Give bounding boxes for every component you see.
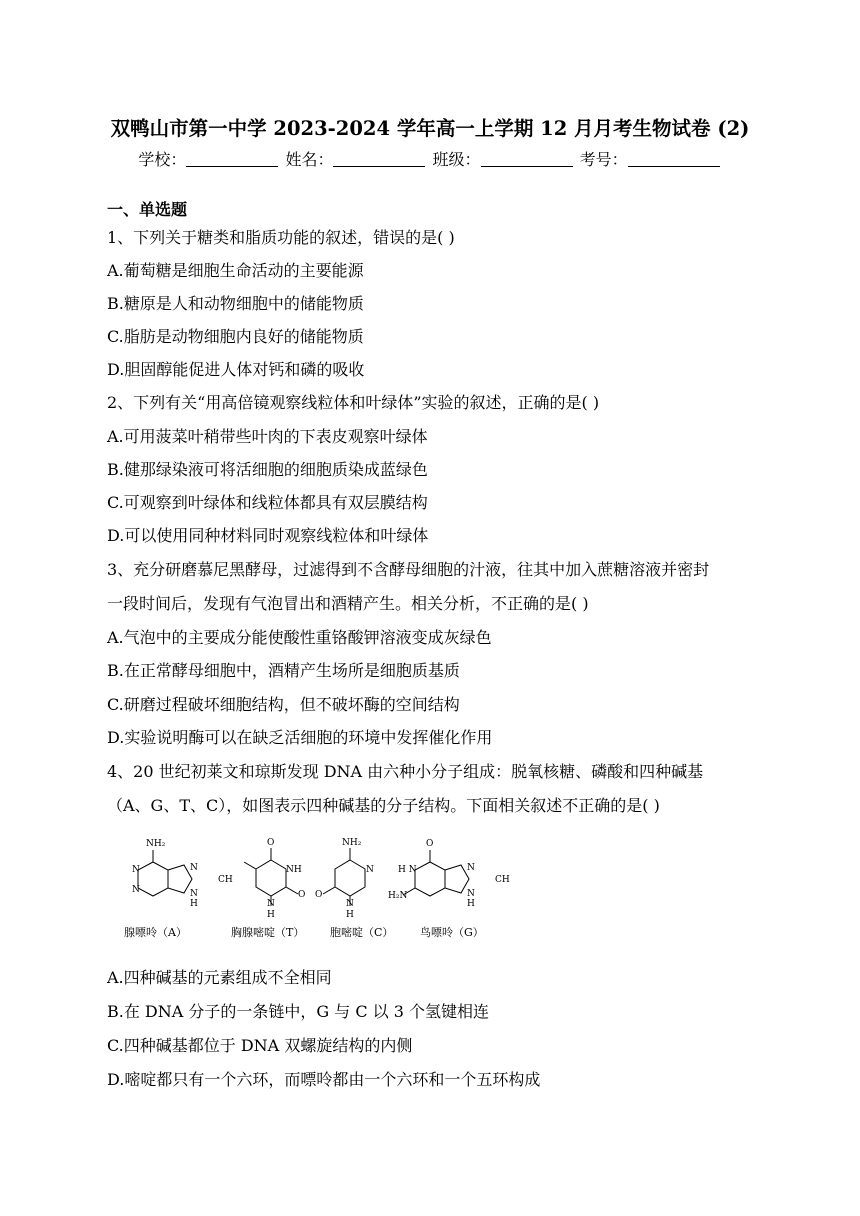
school-blank[interactable] xyxy=(186,151,278,167)
label-guanine: 鸟嘌呤（G） xyxy=(420,926,484,939)
exam-number-blank[interactable] xyxy=(628,151,720,167)
thymine-structure xyxy=(244,848,298,906)
guanine-h: H xyxy=(467,899,475,909)
exam-number-label: 考号： xyxy=(579,150,628,169)
guanine-h2n: H₂N xyxy=(388,891,408,901)
nucleobase-structures-figure xyxy=(118,834,518,946)
class-label: 班级： xyxy=(432,150,481,169)
cytosine-o: O xyxy=(315,890,323,900)
question-4-option-c: C.四种碱基都位于 DNA 双螺旋结构的内侧 xyxy=(107,1036,413,1055)
class-blank[interactable] xyxy=(481,151,573,167)
cytosine-n: N xyxy=(366,865,374,875)
adenine-h: H xyxy=(190,899,198,909)
adenine-n7: N xyxy=(190,863,198,873)
adenine-structure xyxy=(138,850,192,896)
question-3-stem-line-1: 3、充分研磨慕尼黑酵母，过滤得到不含酵母细胞的汁液，往其中加入蔗糖溶液并密封 xyxy=(107,560,710,579)
adenine-n9: N xyxy=(190,889,198,899)
label-adenine: 腺嘌呤（A） xyxy=(124,926,187,939)
question-4-option-a: A.四种碱基的元素组成不全相同 xyxy=(107,968,332,987)
label-thymine: 胸腺嘧啶（T） xyxy=(231,926,305,939)
question-4-stem-line-2: （A、G、T、C），如图表示四种碱基的分子结构。下面相关叙述不正确的是( ) xyxy=(107,796,660,815)
thymine-o-bottom: O xyxy=(298,890,306,900)
question-1-option-c: C.脂肪是动物细胞内良好的储能物质 xyxy=(107,327,364,346)
question-4-stem-line-1: 4、20 世纪初莱文和琼斯发现 DNA 由六种小分子组成：脱氧核糖、磷酸和四种碱基 xyxy=(107,762,704,781)
guanine-ch: CH xyxy=(495,875,510,885)
adenine-ch: CH xyxy=(218,875,233,885)
question-2-stem: 2、下列有关“用高倍镜观察线粒体和叶绿体”实验的叙述，正确的是( ) xyxy=(107,393,600,412)
question-3-option-d: D.实验说明酶可以在缺乏活细胞的环境中发挥催化作用 xyxy=(107,728,493,747)
cytosine-h: H xyxy=(346,910,354,920)
question-2-option-c: C.可观察到叶绿体和线粒体都具有双层膜结构 xyxy=(107,493,428,512)
name-blank[interactable] xyxy=(333,151,425,167)
question-3-option-a: A.气泡中的主要成分能使酸性重铬酸钾溶液变成灰绿色 xyxy=(107,628,492,647)
school-label: 学校： xyxy=(138,150,187,169)
question-1-option-a: A.葡萄糖是细胞生命活动的主要能源 xyxy=(107,261,364,280)
question-1-option-d: D.胆固醇能促进人体对钙和磷的吸收 xyxy=(107,360,365,379)
question-4-option-d: D.嘧啶都只有一个六环，而嘌呤都由一个六环和一个五环构成 xyxy=(107,1070,541,1089)
cytosine-n1: N xyxy=(346,899,354,909)
guanine-n7: N xyxy=(467,863,475,873)
thymine-h: H xyxy=(267,910,275,920)
adenine-n3: N xyxy=(132,885,140,895)
question-1-stem: 1、下列关于糖类和脂质功能的叙述，错误的是( ) xyxy=(107,228,455,247)
question-2-option-d: D.可以使用同种材料同时观察线粒体和叶绿体 xyxy=(107,526,429,545)
question-4-option-b: B.在 DNA 分子的一条链中，G 与 C 以 3 个氢键相连 xyxy=(107,1002,490,1021)
student-info-row xyxy=(0,147,860,170)
cytosine-structure xyxy=(323,848,365,906)
question-3-option-c: C.研磨过程破坏细胞结构，但不破坏酶的空间结构 xyxy=(107,695,460,714)
guanine-n9: N xyxy=(467,889,475,899)
question-2-option-a: A.可用菠菜叶稍带些叶肉的下表皮观察叶绿体 xyxy=(107,427,428,446)
cytosine-nh2: NH₂ xyxy=(342,838,362,848)
question-1-option-b: B.糖原是人和动物细胞中的储能物质 xyxy=(107,294,364,313)
question-3-option-b: B.在正常酵母细胞中，酒精产生场所是细胞质基质 xyxy=(107,661,460,680)
name-label: 姓名： xyxy=(285,150,334,169)
question-3-stem-line-2: 一段时间后，发现有气泡冒出和酒精产生。相关分析，不正确的是( ) xyxy=(107,594,589,613)
question-2-option-b: B.健那绿染液可将活细胞的细胞质染成蓝绿色 xyxy=(107,460,428,479)
label-cytosine: 胞嘧啶（C） xyxy=(330,926,394,939)
adenine-n1: N xyxy=(132,865,140,875)
thymine-n: N xyxy=(267,899,275,909)
thymine-nh: NH xyxy=(286,865,302,875)
guanine-o: O xyxy=(426,839,434,849)
section-heading: 一、单选题 xyxy=(107,200,188,219)
adenine-nh2: NH₂ xyxy=(146,839,166,849)
page-title: 双鸭山市第一中学 2023-2024 学年高一上学期 12 月月考生物试卷 (2) xyxy=(110,117,750,140)
guanine-hn: H N xyxy=(398,865,417,875)
thymine-o-top: O xyxy=(267,838,275,848)
